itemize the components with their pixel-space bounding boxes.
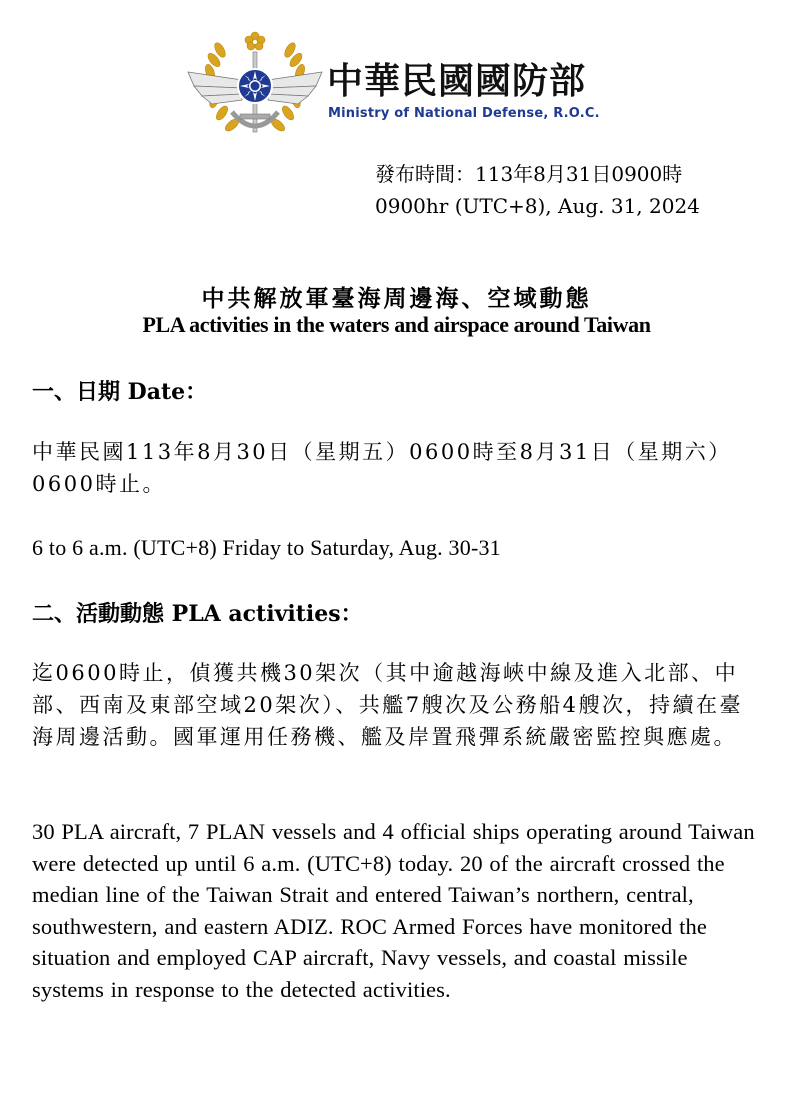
section-activities-heading: 二、活動動態 PLA activities： [32, 601, 363, 627]
release-time-en: 0900hr (UTC+8), Aug. 31, 2024 [375, 194, 700, 218]
release-time-cn: 發布時間：113年8月31日0900時 [375, 162, 683, 186]
header-logo [180, 30, 650, 150]
release-time [375, 158, 700, 222]
org-name-en: Ministry of National Defense, R.O.C. [328, 106, 600, 121]
page-title-en: PLA activities in the waters and airspace around Taiwan [142, 312, 651, 337]
org-name-cn: 中華民國國防部 [327, 61, 587, 102]
date-body-cn: 中華民國113年8月30日（星期五）0600時至8月31日（星期六）0600時止。 [32, 440, 732, 496]
activities-body-en: 30 PLA aircraft, 7 PLAN vessels and 4 official ships operating around Taiwan were detected up until 6 a.m. (UTC+8) today. 20 of the aircraft crossed the median line of the Taiwan Strait and entered Taiwan’s northern, central, southwestern, and eastern ADIZ. ROC Armed Forces have monitored the situation and employed CAP aircraft, Navy vessels, and coastal missile systems in response to the detected activities. [32, 819, 755, 1002]
page-title-cn: 中共解放軍臺海周邊海、空域動態 [201, 285, 592, 312]
ministry-emblem-icon [180, 30, 330, 148]
date-body-en: 6 to 6 a.m. (UTC+8) Friday to Saturday, Aug. 30-31 [32, 535, 501, 560]
activities-body-cn: 迄0600時止，偵獲共機30架次（其中逾越海峽中線及進入北部、中部、西南及東部空域20架次）、共艦7艘次及公務船4艘次，持續在臺海周邊活動。國軍運用任務機、艦及岸置飛彈系統嚴密監控與應處。 [32, 661, 743, 749]
section-date-heading: 一、日期 Date： [32, 379, 208, 405]
